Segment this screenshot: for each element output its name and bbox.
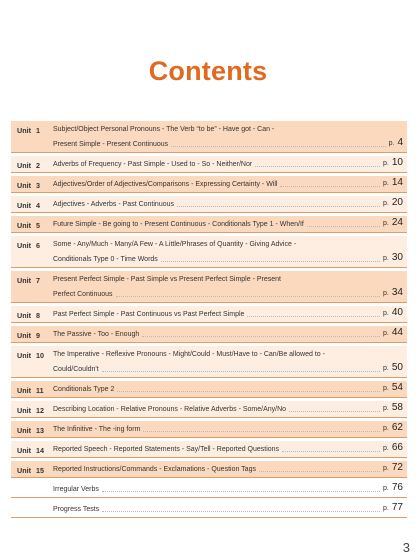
page-prefix: p. xyxy=(383,425,389,432)
page-prefix: p. xyxy=(383,385,389,392)
dot-leader xyxy=(177,205,380,207)
page-reference xyxy=(383,215,403,231)
page-prefix: p. xyxy=(383,310,389,317)
dot-leader xyxy=(161,260,380,262)
toc-row xyxy=(11,121,407,153)
toc-row xyxy=(11,306,407,323)
unit-word: Unit xyxy=(17,331,31,340)
page-prefix: p. xyxy=(383,200,389,207)
unit-number: 4 xyxy=(35,201,40,210)
unit-number: 12 xyxy=(35,406,44,415)
toc-row xyxy=(11,346,407,378)
page-prefix: p. xyxy=(383,485,389,492)
topic-line: Perfect Continuous xyxy=(53,291,113,298)
page-number-value: 30 xyxy=(391,252,403,263)
toc-row xyxy=(11,236,407,268)
unit-topics xyxy=(53,236,407,267)
dot-leader xyxy=(116,295,380,297)
page-prefix: p. xyxy=(383,330,389,337)
topic-line: Irregular Verbs xyxy=(53,486,99,493)
unit-topics xyxy=(53,461,407,477)
unit-topics xyxy=(53,271,407,302)
page-reference xyxy=(383,325,403,341)
page-number-value: 34 xyxy=(391,287,403,298)
unit-topics xyxy=(53,346,407,377)
dot-leader xyxy=(171,145,385,147)
page-prefix: p. xyxy=(383,405,389,412)
unit-number: 7 xyxy=(35,276,40,285)
unit-word: Unit xyxy=(17,446,31,455)
page-prefix: p. xyxy=(383,290,389,297)
unit-word: Unit xyxy=(17,276,31,285)
toc-row xyxy=(11,176,407,193)
unit-number: 15 xyxy=(35,466,44,475)
page-prefix: p. xyxy=(383,445,389,452)
page-number-value: 58 xyxy=(391,402,403,413)
dot-leader xyxy=(102,490,380,492)
page-reference xyxy=(383,250,403,266)
unit-number: 8 xyxy=(35,311,40,320)
unit-topics xyxy=(53,196,407,212)
page-prefix: p. xyxy=(388,140,395,147)
unit-label xyxy=(11,461,53,477)
unit-topics xyxy=(53,421,407,437)
toc-row xyxy=(11,501,407,518)
unit-word: Unit xyxy=(17,351,31,360)
dot-leader xyxy=(307,225,380,227)
page-reference xyxy=(383,480,403,496)
unit-word: Unit xyxy=(17,161,31,170)
page-number-value: 40 xyxy=(391,307,403,318)
unit-topics xyxy=(53,501,407,517)
toc-row xyxy=(11,481,407,498)
unit-topics xyxy=(53,401,407,417)
unit-label xyxy=(11,121,53,152)
dot-leader xyxy=(142,335,380,337)
unit-topics xyxy=(53,216,407,232)
page-number-value: 72 xyxy=(391,462,403,473)
page-reference xyxy=(383,360,403,376)
page-reference xyxy=(383,400,403,416)
page-prefix: p. xyxy=(383,160,389,167)
topic-line: Reported Speech - Reported Statements - Say/Tell - Reported Questions xyxy=(53,446,280,453)
unit-label xyxy=(11,216,53,232)
unit-number: 10 xyxy=(35,351,44,360)
page-number-value: 24 xyxy=(391,217,403,228)
unit-label xyxy=(11,381,53,397)
unit-word: Unit xyxy=(17,221,31,230)
page-prefix: p. xyxy=(383,465,389,472)
dot-leader xyxy=(259,470,380,472)
dot-leader xyxy=(102,510,380,512)
toc-row xyxy=(11,326,407,343)
page-prefix: p. xyxy=(383,180,389,187)
unit-number: 3 xyxy=(35,181,40,190)
unit-topics xyxy=(53,381,407,397)
page-reference xyxy=(383,175,403,191)
topic-line: The Passive - Too - Enough xyxy=(53,331,140,338)
unit-label xyxy=(11,421,53,437)
unit-number: 14 xyxy=(35,446,44,455)
page-number-value: 76 xyxy=(391,482,403,493)
page-number-value: 4 xyxy=(397,137,403,148)
topic-line: Past Perfect Simple - Past Continuous vs Past Perfect Simple xyxy=(53,311,245,318)
unit-number: 9 xyxy=(35,331,40,340)
topic-line: Describing Location - Relative Pronouns - Relative Adverbs - Some/Any/No xyxy=(53,406,287,413)
unit-number: 5 xyxy=(35,221,40,230)
page-title: Contents xyxy=(148,56,268,86)
topic-line: Present Perfect Simple - Past Simple vs Present Perfect Simple - Present xyxy=(53,276,281,283)
unit-label xyxy=(11,176,53,192)
unit-number: 13 xyxy=(35,426,44,435)
page-reference xyxy=(389,135,403,151)
page-number-value: 10 xyxy=(391,157,403,168)
topic-line: Reported Instructions/Commands - Exclamations - Question Tags xyxy=(53,466,256,473)
page-reference xyxy=(383,380,403,396)
page-prefix: p. xyxy=(383,365,389,372)
unit-label xyxy=(11,501,53,517)
page-reference xyxy=(383,305,403,321)
topic-line: The Infinitive - The -ing form xyxy=(53,426,141,433)
topic-line: Future Simple - Be going to - Present Continuous - Conditionals Type 1 - When/If xyxy=(53,221,304,228)
unit-topics xyxy=(53,306,407,322)
unit-label xyxy=(11,271,53,302)
unit-label xyxy=(11,481,53,497)
unit-word: Unit xyxy=(17,201,31,210)
unit-topics xyxy=(53,156,407,172)
unit-word: Unit xyxy=(17,386,31,395)
unit-topics xyxy=(53,481,407,497)
page-reference xyxy=(383,460,403,476)
topic-line: Some - Any/Much - Many/A Few - A Little/Phrases of Quantity - Giving Advice - xyxy=(53,241,297,248)
topic-line: Could/Couldn't xyxy=(53,366,99,373)
page-number-value: 66 xyxy=(391,442,403,453)
topic-line: Subject/Object Personal Pronouns - The Verb “to be” - Have got - Can - xyxy=(53,126,275,133)
page-prefix: p. xyxy=(383,505,389,512)
unit-label xyxy=(11,196,53,212)
topic-line: Conditionals Type 2 xyxy=(53,386,115,393)
page-reference xyxy=(383,440,403,456)
page-reference xyxy=(383,420,403,436)
topic-line: Adjectives/Order of Adjectives/Comparisons - Expressing Certainty - Will xyxy=(53,181,278,188)
unit-word: Unit xyxy=(17,311,31,320)
dot-leader xyxy=(282,450,380,452)
unit-word: Unit xyxy=(17,426,31,435)
page-number-value: 20 xyxy=(391,197,403,208)
topic-line: Progress Tests xyxy=(53,506,100,513)
dot-leader xyxy=(102,370,380,372)
unit-number: 11 xyxy=(35,386,44,395)
unit-label xyxy=(11,401,53,417)
unit-topics xyxy=(53,176,407,192)
unit-word: Unit xyxy=(17,181,31,190)
unit-label xyxy=(11,156,53,172)
toc-row xyxy=(11,381,407,398)
toc-row xyxy=(11,216,407,233)
toc-row xyxy=(11,156,407,173)
page-reference xyxy=(383,285,403,301)
toc-row xyxy=(11,271,407,303)
unit-topics xyxy=(53,121,407,152)
dot-leader xyxy=(289,410,380,412)
page-number-value: 50 xyxy=(391,362,403,373)
unit-label xyxy=(11,346,53,377)
unit-word: Unit xyxy=(17,241,31,250)
page-prefix: p. xyxy=(383,255,389,262)
unit-label xyxy=(11,326,53,342)
topic-line: The Imperative - Reflexive Pronouns - Might/Could - Must/Have to - Can/Be allowed to - xyxy=(53,351,325,358)
dot-leader xyxy=(117,390,380,392)
unit-number: 1 xyxy=(35,126,40,135)
table-of-contents xyxy=(11,121,407,521)
unit-number: 2 xyxy=(35,161,40,170)
page-number: 3 xyxy=(402,540,410,555)
page-number-value: 54 xyxy=(391,382,403,393)
page-number-value: 44 xyxy=(391,327,403,338)
dot-leader xyxy=(143,430,380,432)
unit-label xyxy=(11,236,53,267)
unit-number: 6 xyxy=(35,241,40,250)
unit-topics xyxy=(53,441,407,457)
dot-leader xyxy=(280,185,380,187)
dot-leader xyxy=(255,165,380,167)
topic-line: Conditionals Type 0 - Time Words xyxy=(53,256,158,263)
page-number-value: 62 xyxy=(391,422,403,433)
page-number-value: 77 xyxy=(391,502,403,513)
page-reference xyxy=(383,500,403,516)
page-reference xyxy=(383,195,403,211)
toc-row xyxy=(11,421,407,438)
toc-row xyxy=(11,401,407,418)
page-prefix: p. xyxy=(383,220,389,227)
topic-line: Adjectives - Adverbs - Past Continuous xyxy=(53,201,175,208)
toc-row xyxy=(11,196,407,213)
toc-row xyxy=(11,461,407,478)
toc-row xyxy=(11,441,407,458)
unit-label xyxy=(11,441,53,457)
unit-word: Unit xyxy=(17,126,31,135)
dot-leader xyxy=(247,315,380,317)
unit-word: Unit xyxy=(17,406,31,415)
unit-label xyxy=(11,306,53,322)
topic-line: Present Simple - Present Continuous xyxy=(53,141,169,148)
unit-topics xyxy=(53,326,407,342)
page-reference xyxy=(383,155,403,171)
page-number-value: 14 xyxy=(391,177,403,188)
unit-word: Unit xyxy=(17,466,31,475)
topic-line: Adverbs of Frequency - Past Simple - Used to - So - Neither/Nor xyxy=(53,161,253,168)
